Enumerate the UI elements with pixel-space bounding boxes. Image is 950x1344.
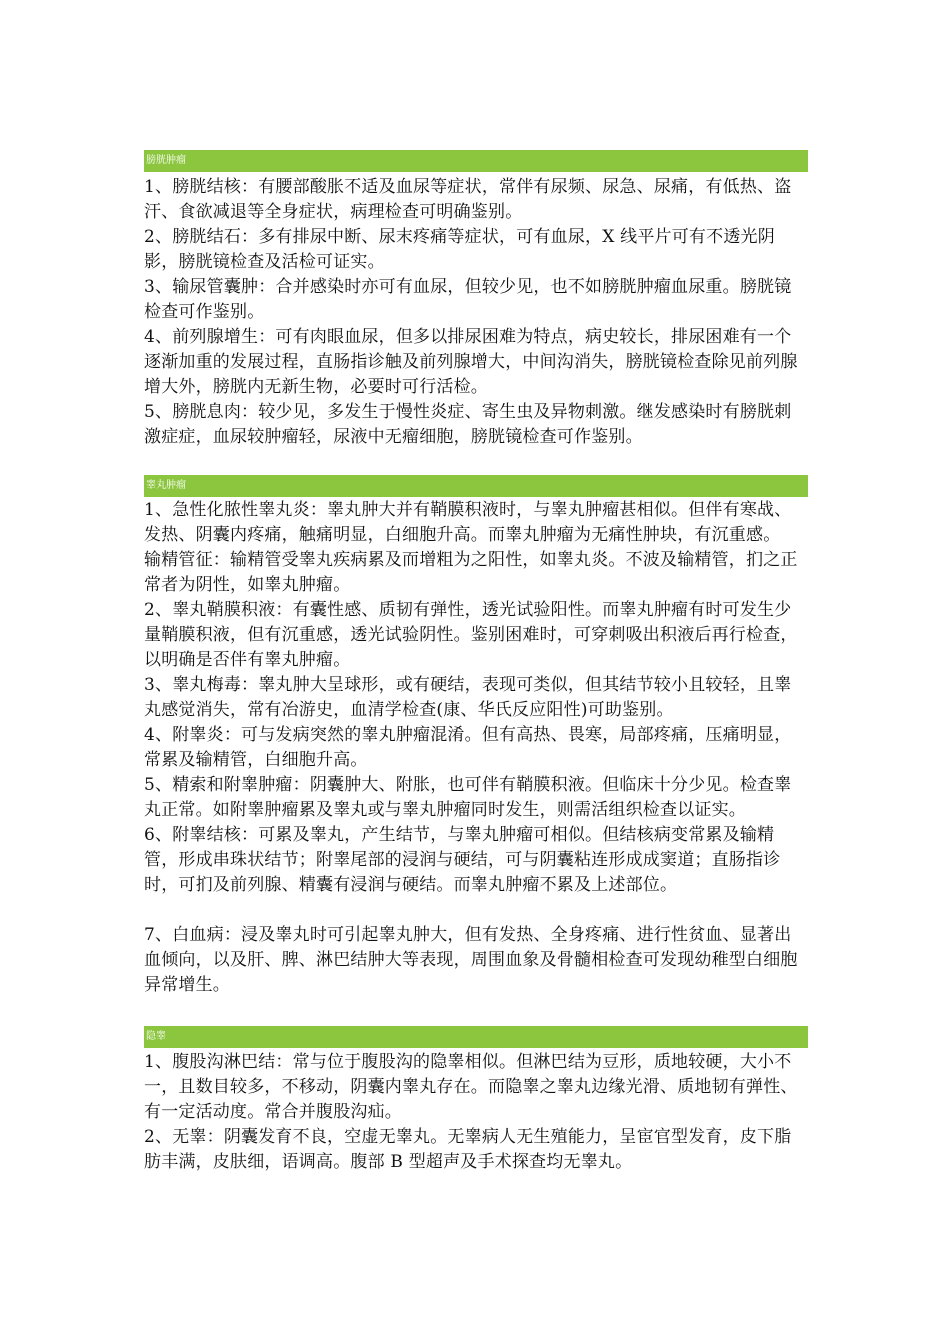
section-header: 睾丸肿瘤: [144, 475, 808, 497]
paragraph: 2、无睾：阴囊发育不良，空虚无睾丸。无睾病人无生殖能力，呈宦官型发育，皮下脂肪丰满，皮肤细，语调高。腹部 B 型超声及手术探查均无睾丸。: [144, 1127, 792, 1172]
section-cryptorchidism: [144, 1026, 808, 1175]
paragraph: 输精管征：输精管受睾丸疾病累及而增粗为之阳性，如睾丸炎。不波及输精管，扪之正常者为阴性，如睾丸肿瘤。: [144, 550, 798, 595]
paragraph: 1、腹股沟淋巴结：常与位于腹股沟的隐睾相似。但淋巴结为豆形，质地较硬，大小不一，且数目较多，不移动，阴囊内睾丸存在。而隐睾之睾丸边缘光滑、质地韧有弹性、有一定活动度。常合并腹股沟疝。: [144, 1052, 798, 1122]
paragraph: 3、睾丸梅毒：睾丸肿大呈球形，或有硬结，表现可类似，但其结节较小且较轻，且睾丸感觉消失，常有冶游史，血清学检查(康、华氏反应阳性)可助鉴别。: [144, 675, 792, 720]
section-bladder-tumor: [144, 150, 808, 450]
paragraph: 1、膀胱结核：有腰部酸胀不适及血尿等症状，常伴有尿频、尿急、尿痛，有低热、盗汗、食欲减退等全身症状，病理检查可明确鉴别。: [144, 177, 792, 222]
paragraph: 2、睾丸鞘膜积液：有囊性感、质韧有弹性，透光试验阳性。而睾丸肿瘤有时可发生少量鞘膜积液，但有沉重感，透光试验阴性。鉴别困难时，可穿刺吸出积液后再行检查，以明确是否伴有睾丸肿瘤。: [144, 600, 798, 670]
paragraph: 4、附睾炎：可与发病突然的睾丸肿瘤混淆。但有高热、畏寒，局部疼痛，压痛明显，常累及输精管，白细胞升高。: [144, 725, 792, 770]
section-header: 隐睾: [144, 1026, 808, 1048]
paragraph: 7、白血病：浸及睾丸时可引起睾丸肿大，但有发热、全身疼痛、进行性贫血、显著出血倾向，以及肝、脾、淋巴结肿大等表现，周围血象及骨髓相检查可发现幼稚型白细胞异常增生。: [144, 925, 798, 995]
section-testicular-tumor: [144, 475, 808, 998]
paragraph: 3、输尿管囊肿：合并感染时亦可有血尿，但较少见，也不如膀胱肿瘤血尿重。膀胱镜检查可作鉴别。: [144, 277, 792, 322]
paragraph: 5、膀胱息肉：较少见，多发生于慢性炎症、寄生虫及异物刺激。继发感染时有膀胱刺激症症，血尿较肿瘤轻，尿液中无瘤细胞，膀胱镜检查可作鉴别。: [144, 402, 792, 447]
paragraph: 5、精索和附睾肿瘤：阴囊肿大、附胀，也可伴有鞘膜积液。但临床十分少见。检查睾丸正常。如附睾肿瘤累及睾丸或与睾丸肿瘤同时发生，则需活组织检查以证实。: [144, 775, 792, 820]
paragraph: 4、前列腺增生：可有肉眼血尿，但多以排尿困难为特点，病史较长，排尿困难有一个逐渐加重的发展过程，直肠指诊触及前列腺增大，中间沟消失，膀胱镜检查除见前列腺增大外，膀胱内无新生物，必要时可行活检。: [144, 327, 798, 397]
section-header: 膀胱肿瘤: [144, 150, 808, 172]
paragraph: 2、膀胱结石：多有排尿中断、尿末疼痛等症状，可有血尿，X 线平片可有不透光阴影，膀胱镜检查及活检可证实。: [144, 227, 775, 272]
paragraph: 1、急性化脓性睾丸炎：睾丸肿大并有鞘膜积液时，与睾丸肿瘤甚相似。但伴有寒战、发热、阴囊内疼痛，触痛明显，白细胞升高。而睾丸肿瘤为无痛性肿块，有沉重感。: [144, 500, 792, 545]
paragraph: 6、附睾结核：可累及睾丸，产生结节，与睾丸肿瘤可相似。但结核病变常累及输精管，形成串珠状结节；附睾尾部的浸润与硬结，可与阴囊粘连形成成窦道；直肠指诊时，可扪及前列腺、精囊有浸润与硬结。而睾丸肿瘤不累及上述部位。: [144, 825, 781, 895]
document-page: [144, 150, 808, 1175]
blank-line: [144, 898, 808, 923]
